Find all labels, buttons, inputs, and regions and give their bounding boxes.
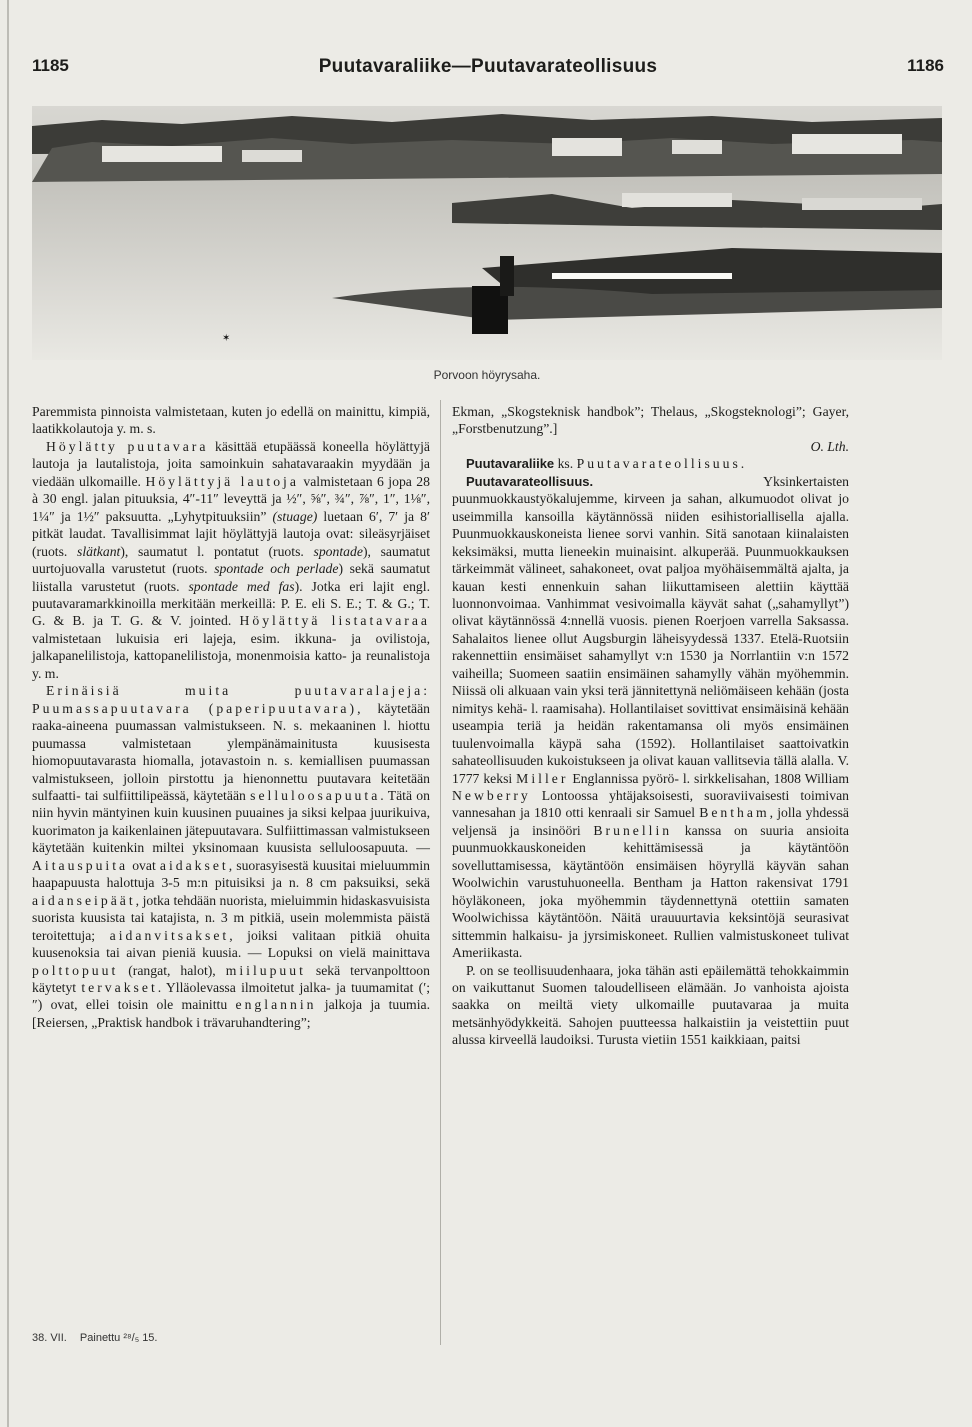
person-name: Bentham bbox=[699, 805, 770, 821]
text: käsittää etupäässä koneella höylättyjä lautoja ja lautalistoja, joita samoinkuin sahatavaraakin myydään ja viedään ulkomaille. bbox=[32, 438, 430, 489]
text: (rangat, halot), bbox=[118, 962, 226, 978]
text: valmistetaan lukuisia eri lajeja, esim. ikkuna- ja ovilistoja, jalkapanelilistoja, kattopanelilistoja, monenmoisia katto- ja reunalistoja y. m. bbox=[32, 630, 430, 681]
photo-caption: Porvoon höyrysaha. bbox=[433, 368, 541, 382]
text: , jotka tehdään nuorista, mieluimmin hidaskasvuisista suorista kuusista tai katajista, n. 3 m pitkiä, usein molemmista päistä teroitettuja; bbox=[32, 892, 430, 943]
page-number-right: 1186 bbox=[907, 56, 944, 75]
page-edge-line bbox=[7, 0, 9, 1427]
term: Höylätty puutavara bbox=[46, 438, 209, 454]
term: (paperipuutavara) bbox=[208, 700, 358, 716]
term: miilupuut bbox=[225, 962, 306, 978]
page-number-left: 1185 bbox=[32, 56, 69, 75]
term: aidanseipäät bbox=[32, 892, 136, 908]
person-name: Brunellin bbox=[593, 822, 673, 838]
text: , käytetään raaka-aineena puumassan valmistukseen. N. s. mekaaninen l. hiottu puumassa valmistetaan ylempänämainitusta kuusisesta hiomopuutavarasta hiomalla, jotavastoin n. s. kemiallisen puumassan valmistukseen, jolloin pirstottu ja hienonnettu puutavara keitetään sulfaatti- tai sulfiittilipeässä, käytetään bbox=[32, 700, 430, 803]
text: Yksinkertaisten puunmuokkaustyökalujemme, kirveen ja sahan, alkumuodot olivat jo useimmilla kansoilla käytännössä niiden esihistoriallisella ajalla. Puunmuokkauskoneista lienee sorvi vanhin. Sitä sanotaan kiinalaisten keksimäksi, mutta lieneekin muinaisint. alkuperää. Puunmuokkauksen tärkeimmät välineet, sahakoneet, ovat paljoa myöhäisemmältä ajalta, ja kauan kesti ennenkuin sahan liikuttamiseen alettiin käyttää luonnonvoimaa. Vanhimmat vesivoimalla käyvät sahat („sahamyllyt”) olivat käytännössä 4:nnellä vuosis. pienen Roerjoen varrella Saksassa. Sahalaitos lienee ollut Augsburgin läheisyydessä 1337. Etelä-Ruotsiin rakennettiin ensimäiset sahamyllyt v:n 1530 ja Norrlantiin v:n 1572 vaiheilla; Suomeen saatiin ensimäinen sahamylly vähän myöhemmin. Niissä oli alkuaan vain yksi terä jännitettynä neliömäiseen kehään (josta nimitys kehä- l. raamisaha). Hollantilaiset sovittivat ensimäisinä kehään useampia teriä ja heidän rakentamansa oli myös ensimäinen tuulenvoimalla käypä saha (1592). Hollantilaiset saattoivatkin sahateollisuuden kukoistukseen ja olivat kauan vallitsevia tällä alalla. V. 1777 keksi bbox=[452, 473, 849, 786]
entry-puutavarateollisuus bbox=[452, 473, 849, 962]
text: ), saumatut l. pontatut (ruots. bbox=[120, 543, 314, 559]
left-column bbox=[32, 403, 430, 1031]
italic-term: spontade bbox=[313, 543, 363, 559]
cross-reference: Puutavarateollisuus. bbox=[576, 456, 748, 472]
italic-term: spontade och perlade bbox=[214, 561, 339, 577]
volume-mark: 38. VII. bbox=[32, 1332, 67, 1344]
right-column bbox=[452, 403, 849, 1049]
svg-text:✶: ✶ bbox=[222, 333, 231, 344]
paragraph-planed-timber bbox=[32, 438, 430, 682]
text: , suorasyisestä kuusitai mieluummin haapapuusta halottuja 3-5 m:n pituisiksi ja n. 8 cm paksuiksi, sekä bbox=[32, 857, 430, 891]
term: tervakset bbox=[81, 979, 158, 995]
person-name: Miller bbox=[516, 770, 569, 786]
italic-term: (stuage) bbox=[272, 508, 318, 524]
text: ovat bbox=[128, 857, 160, 873]
term: Puumassapuutavara bbox=[32, 700, 192, 716]
term: englannin bbox=[235, 997, 317, 1013]
paragraph-1: Paremmista pinnoista valmistetaan, kuten jo edellä on mainittu, kimpiä, laatikkolautoja y. m. s. bbox=[32, 404, 430, 437]
term: aidanvitsakset bbox=[109, 927, 230, 943]
text: ) sekä saumatut liistalla varustetut (ruots. bbox=[32, 561, 431, 594]
term: aidakset bbox=[159, 857, 229, 873]
text: valmistetaan 6 jopa 28 à 30 engl. jalan pituuksia, 4″-11″ leveyttä ja ½″, ⅝″, ¾″, ⅞″, 1″, 1⅛″, 1¼″ ja 1½″ paksuutta. „Lyhytpituuksiin” bbox=[32, 473, 430, 524]
paragraph-other-timber bbox=[32, 682, 430, 1031]
paragraph-finland: P. on se teollisuudenhaara, joka tähän asti epäilemättä tehokkaimmin on vaikuttanut Suomen taloudelliseen elämään. Jo vanhoista ajoista saakka on meiltä viety ulkomaille puutavaraa ja muita metsänhyödykkeitä. Sahojen puutteessa halkaistiin ja veistettiin puut alussa kirveellä laudoiksi. Turusta vietiin 1551 kaikkiaan, paitsi bbox=[452, 962, 849, 1048]
column-divider bbox=[440, 400, 441, 1345]
entry-heading: Puutavarateollisuus. bbox=[466, 473, 594, 489]
sawmill-photo bbox=[32, 98, 942, 360]
text: ). Jotka eri lajit engl. puutavaramarkkinoilla merkitään merkeillä: P. E. eli S. E.; T. & G.; T. G. & B. ja T. G. & V. jointed. bbox=[32, 578, 430, 629]
term: selluloosapuuta bbox=[250, 787, 381, 803]
term: Erinäisiä muita puutavaralajeja: bbox=[46, 683, 430, 699]
person-name: Newberry bbox=[452, 787, 531, 803]
term: Höylättyjä lautoja bbox=[145, 473, 299, 489]
page-header bbox=[32, 56, 944, 80]
text: . Tätä on niin hyvin mäntyinen kuin kuusinen puuaines ja siksi kelpaa juurikuiva, kuorimaton ja kaikenlainen jätepuutavara. Sulfiittimassan valmistukseen käytetään kuitenkin miltei yksinomaan kuusista selluloosapuuta. — bbox=[32, 787, 430, 856]
italic-term: slätkant bbox=[77, 543, 121, 559]
page-footer bbox=[32, 1332, 167, 1344]
print-date: Painettu ²⁸/₅ 15. bbox=[79, 1332, 158, 1344]
text: Lontoossa yhtäjaksoisesti, suoraviivaisesti toimivan vannesahan ja 1810 otti kenraali sir Samuel bbox=[452, 787, 849, 821]
text: ks. bbox=[554, 456, 577, 472]
sawmill-photo-image bbox=[32, 98, 942, 360]
term: Höylättyä listatavaraa bbox=[239, 613, 430, 629]
entry-puutavaraliike bbox=[452, 455, 849, 472]
term: Aitauspuita bbox=[32, 857, 129, 873]
author-signature: O. Lth. bbox=[810, 438, 849, 454]
text: luetaan 6′, 7′ ja 8′ pitkät laudat. Tavallisimmat lajit höylättyjä lautoja ovat: sileäsyrjäiset (ruots. bbox=[32, 508, 430, 559]
text: sekä tervanpolttoon käytetyt bbox=[32, 962, 430, 995]
italic-term: spontade med fas bbox=[188, 578, 295, 594]
text: . Ylläolevassa ilmoitetut jalka- ja tuumamitat (′; ″) ovat, ellei toisin ole mainittu bbox=[32, 979, 431, 1013]
text: , joiksi valitaan pitkiä ohuita kuusenoksia tai aivan pieniä kuusia. — Lopuksi on vielä mainittava bbox=[32, 927, 430, 961]
text: ), saumatut uurtojuovalla varustetut (ruots. bbox=[32, 543, 430, 577]
entry-heading: Puutavaraliike bbox=[466, 456, 555, 472]
paragraph-references: Ekman, „Skogsteknisk handbok”; Thelaus, „Skogsteknologi”; Gayer, „Forstbenutzung”.] bbox=[452, 404, 849, 437]
text: jalkoja ja tuumia. [Reiersen, „Praktisk handbok i trävaruhandtering”; bbox=[32, 997, 431, 1030]
text: , jolla yhdessä veljensä ja insinööri bbox=[452, 805, 850, 838]
text: kanssa on suuria ansioita puunmuokkauskoneiden kehittämisessä ja käytäntöön sovelluttamisessa, käytäntöön ensimäisen höyryllä käyvän sahan Woolwichin varustuhuoneella. Bentham ja Hatton rakensivat 1791 höyläkoneen, joka myöhemmin täydennettynä otettiin samaten Woolwichissa käytäntöön. Näitä urauuurtavia keksintöjä seurasivat sittemmin halkaisu- ja jyrsimiskoneet. Rullien valmistuskoneet tulivat Ameriikasta. bbox=[452, 822, 849, 961]
running-title: Puutavaraliike—Puutavarateollisuus bbox=[318, 56, 658, 77]
term: polttopuut bbox=[32, 962, 119, 978]
text: Englannissa pyörö- l. sirkkelisahan, 1808 William bbox=[568, 770, 849, 786]
